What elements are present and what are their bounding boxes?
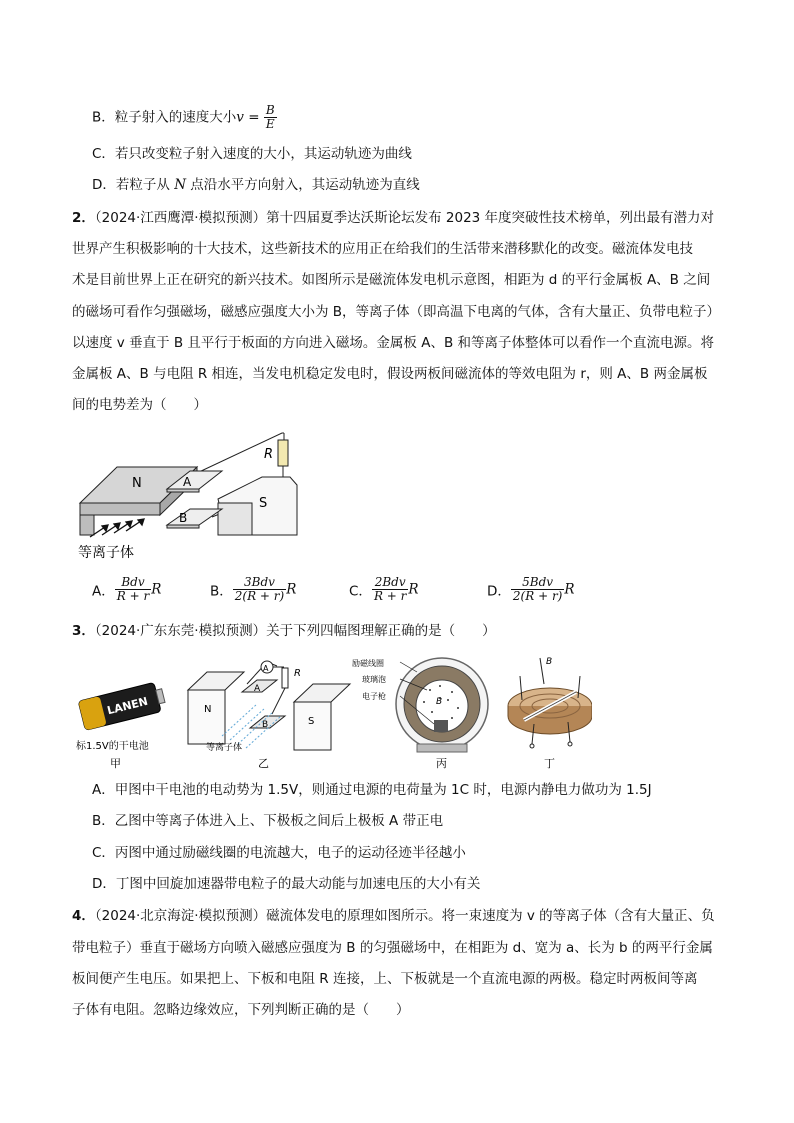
- q3-fig-yi-label-s: S: [308, 716, 315, 727]
- q2-stem-line-3: 术是目前世界上正在研究的新兴技术。如图所示是磁流体发电机示意图，相距为 d 的平行金属板 A、B 之间: [72, 272, 711, 288]
- q3-stem: 3．（2024·广东东莞·模拟预测）关于下列四幅图理解正确的是（ ）: [72, 623, 496, 639]
- q4-stem-line-1: 4．（2024·北京海淀·模拟预测）磁流体发电的原理如图所示。将一束速度为 v 的等离子体（含有大量正、负: [72, 908, 715, 924]
- q3-fig-yi-meter-label: A: [263, 664, 269, 673]
- q2-stem-line-7: 间的电势差为（ ）: [72, 397, 207, 413]
- q3-fig-yi-label-n: N: [204, 704, 212, 715]
- q2-figure-caption: 等离子体: [78, 545, 134, 561]
- q3-fig-ding-label-b: B: [546, 657, 553, 667]
- q4-stem-line-4: 子体有电阻。忽略边缘效应，下列判断正确的是（ ）: [72, 1002, 410, 1018]
- q3-fig-yi: [188, 661, 350, 770]
- q2-figure-label-b: B: [179, 511, 188, 525]
- q3-figures: [72, 654, 592, 772]
- q3-fig-yi-caption: 等离子体: [206, 743, 243, 753]
- q1-option-d: D．若粒子从 N 点沿水平方向射入，其运动轨迹为直线: [92, 177, 420, 193]
- q2-mhd-generator-figure: [72, 425, 322, 565]
- q2-choice-c: C． $\frac{\text{2Bdv}}{R + r}$ R: [349, 575, 419, 603]
- q2-choice-a: A． $\frac{\text{Bdv}}{R + r}$ R: [92, 575, 162, 603]
- q3-fig-yi-name: 乙: [258, 757, 269, 770]
- q3-fig-jia-name: 甲: [110, 757, 121, 770]
- q2-stem-line-4: 的磁场可看作匀强磁场，磁感应强度大小为 B，等离子体（即高温下电离的气体，含有大量正、负带电粒子）: [72, 304, 721, 320]
- q2-stem-line-6: 金属板 A、B 与电阻 R 相连，当发电机稳定发电时，假设两板间磁流体的等效电阻为 r，则 A、B 两金属板: [72, 366, 708, 382]
- q2-choice-d: D． $\frac{\text{5Bdv}}{2(R + r)}$ R: [487, 575, 575, 603]
- q3-fig-jia-battery-icon: [78, 681, 167, 730]
- q2-choice-b: B． $\frac{\text{3Bdv}}{2(R + r)}$ R: [210, 575, 297, 603]
- q1-option-b-fraction: $\frac{B}{E}$: [265, 103, 275, 131]
- q3-fig-bing-label-b: B: [436, 697, 443, 707]
- q2-figure-label-s: S: [259, 496, 268, 511]
- q3-fig-yi-label-a: A: [254, 684, 261, 694]
- q3-fig-bing: [352, 658, 488, 770]
- q1-option-c: C．若只改变粒子射入速度的大小，其运动轨迹为曲线: [92, 146, 412, 162]
- q3-fig-bing-label-coil: 励磁线圈: [352, 659, 384, 668]
- q4-stem-line-2: 带电粒子）垂直于磁场方向喷入磁感应强度为 B 的匀强磁场中，在相距为 d、宽为 a、长为 b 的两平行金属: [72, 940, 713, 956]
- q3-fig-ding: [508, 657, 592, 770]
- q2-stem-line-2: 世界产生积极影响的十大技术，这些新技术的应用正在给我们的生活带来潜移默化的改变。磁流体发电技: [72, 241, 693, 257]
- q2-stem-line-1: 2．（2024·江西鹰潭·模拟预测）第十四届夏季达沃斯论坛发布 2023 年度突破性技术榜单，列出最有潜力对: [72, 210, 715, 226]
- q3-fig-bing-label-gun: 电子枪: [362, 692, 386, 701]
- q3-fig-yi-label-r: R: [294, 668, 301, 679]
- q3-option-b: B．乙图中等离子体进入上、下极板之间后上极板 A 带正电: [92, 813, 444, 829]
- q3-option-d: D．丁图中回旋加速器带电粒子的最大动能与加速电压的大小有关: [92, 876, 481, 892]
- q2-figure-label-n: N: [132, 476, 142, 491]
- q4-stem-line-3: 板间便产生电压。如果把上、下板和电阻 R 连接，上、下板就是一个直流电源的两极。稳定时两板间等离: [72, 971, 698, 987]
- q3-fig-jia-caption: 标1.5V的干电池: [76, 741, 149, 752]
- q3-fig-bing-label-bulb: 玻璃泡: [362, 675, 386, 684]
- q2-stem-line-5: 以速度 v 垂直于 B 且平行于板面的方向进入磁场。金属板 A、B 和等离子体整体可以看作一个直流电源。将: [72, 335, 714, 351]
- q3-option-c: C．丙图中通过励磁线圈的电流越大，电子的运动径迹半径越小: [92, 845, 466, 861]
- q3-fig-yi-label-b: B: [262, 720, 269, 730]
- q3-fig-ding-name: 丁: [544, 757, 555, 770]
- q2-figure-label-r: R: [264, 447, 274, 462]
- q3-fig-jia-brand: LANEN: [105, 694, 150, 718]
- q3-option-a: A．甲图中干电池的电动势为 1.5V，则通过电源的电荷量为 1C 时，电源内静电力做功为 1.5J: [92, 782, 652, 798]
- q2-figure-label-a: A: [183, 475, 192, 489]
- q1-option-b: B．粒子射入的速度大小v = $\frac{B}{E}$: [92, 103, 275, 131]
- q3-fig-bing-name: 丙: [436, 757, 447, 770]
